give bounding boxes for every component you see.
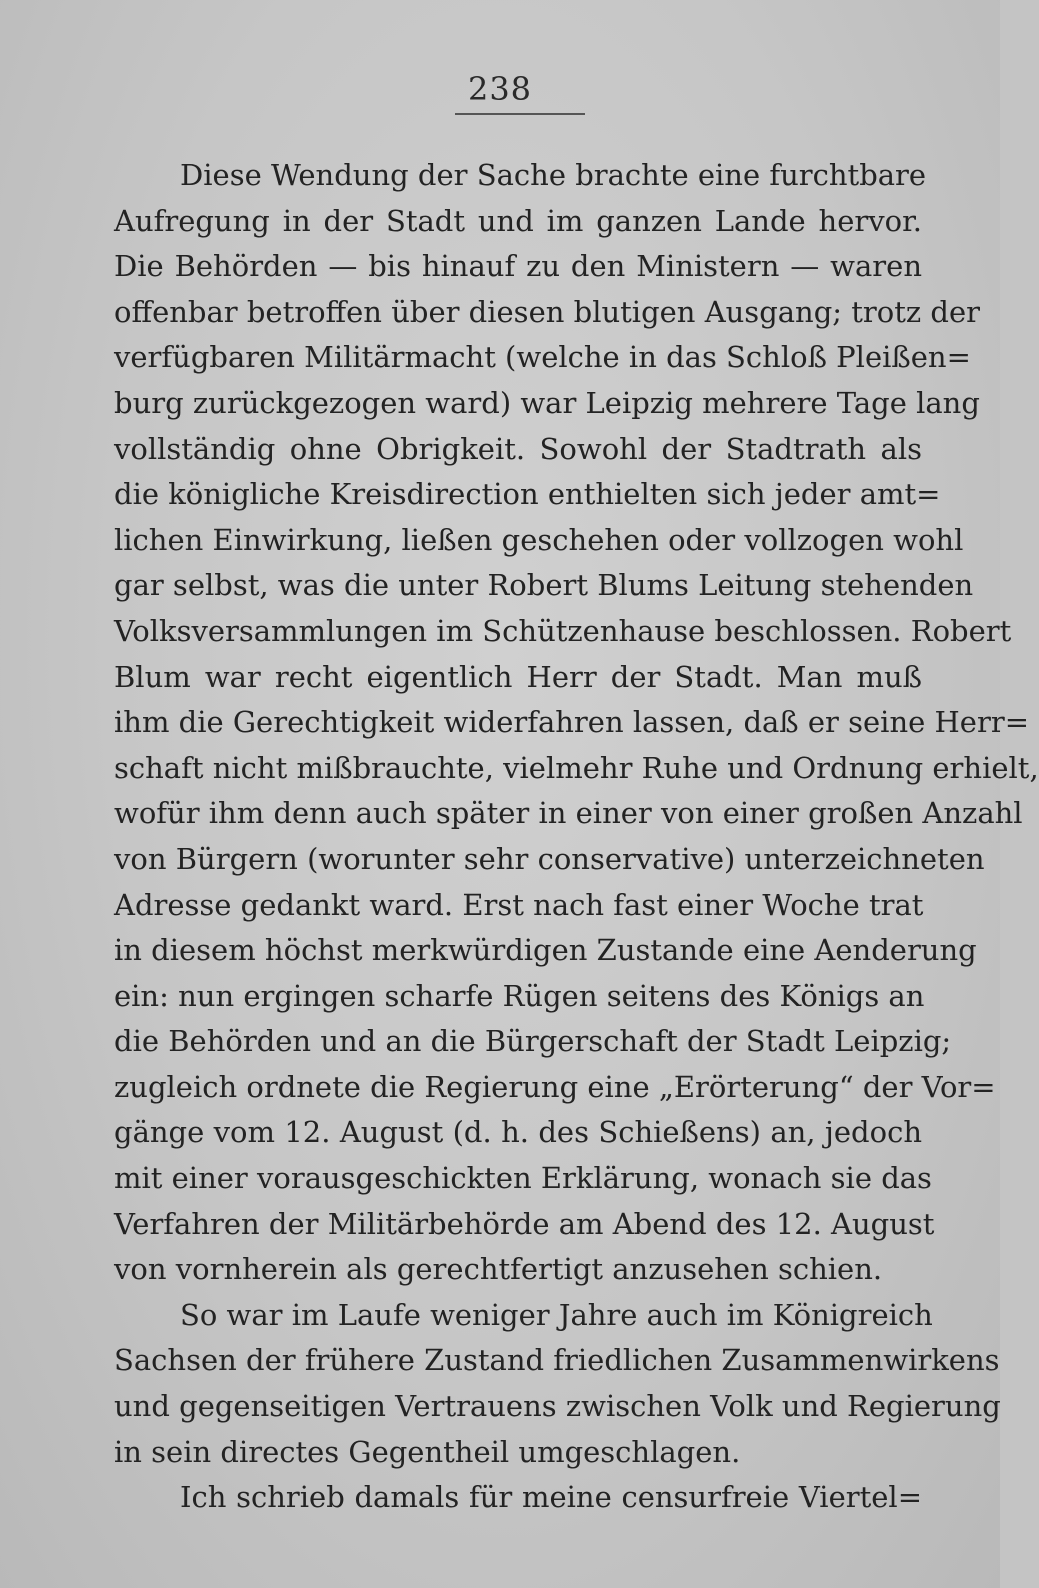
text-line: Ich schrieb damals für meine censurfreie Viertel= xyxy=(180,1480,922,1515)
text-line: Sachsen der frühere Zustand friedlichen Zusammenwirkens xyxy=(114,1343,1000,1378)
text-line: ihm die Gerechtigkeit widerfahren lassen, daß er seine Herr= xyxy=(114,705,1029,740)
text-line: mit einer vorausgeschickten Erklärung, wonach sie das xyxy=(114,1161,932,1196)
text-line: Blum war recht eigentlich Herr der Stadt. Man muß xyxy=(114,659,922,694)
text-line: burg zurückgezogen ward) war Leipzig mehrere Tage lang xyxy=(114,385,980,420)
text-line: offenbar betroffen über diesen blutigen Ausgang; trotz der xyxy=(114,294,980,329)
text-line: in sein directes Gegentheil umgeschlagen. xyxy=(114,1434,741,1469)
text-line: gar selbst, was die unter Robert Blums Leitung stehenden xyxy=(114,568,974,603)
text-line: die Behörden und an die Bürgerschaft der Stadt Leipzig; xyxy=(114,1024,952,1059)
text-line: Verfahren der Militärbehörde am Abend des 12. August xyxy=(114,1206,935,1241)
text-line: von vornherein als gerechtfertigt anzusehen schien. xyxy=(114,1252,883,1287)
text-line: wofür ihm denn auch später in einer von einer großen Anzahl xyxy=(114,796,1023,831)
text-line: und gegenseitigen Vertrauens zwischen Volk und Regierung xyxy=(114,1389,1001,1424)
text-line: die königliche Kreisdirection enthielten sich jeder amt= xyxy=(114,477,941,512)
text-line: vollständig ohne Obrigkeit. Sowohl der Stadtrath als xyxy=(114,431,922,466)
text-line: So war im Laufe weniger Jahre auch im Königreich xyxy=(180,1297,933,1332)
text-line: in diesem höchst merkwürdigen Zustande eine Aenderung xyxy=(114,933,977,968)
text-line: schaft nicht mißbrauchte, vielmehr Ruhe und Ordnung erhielt, xyxy=(114,750,1039,785)
text-line: Diese Wendung der Sache brachte eine furchtbare xyxy=(180,158,927,192)
text-line: zugleich ordnete die Regierung eine „Erörterung“ der Vor= xyxy=(114,1069,996,1104)
text-line: gänge vom 12. August (d. h. des Schießens) an, jedoch xyxy=(114,1115,922,1150)
page-number: 238 xyxy=(467,70,533,108)
text-line: Adresse gedankt ward. Erst nach fast einer Woche trat xyxy=(114,887,924,922)
text-line: von Bürgern (worunter sehr conservative) unterzeichneten xyxy=(114,841,985,876)
text-line: lichen Einwirkung, ließen geschehen oder vollzogen wohl xyxy=(114,522,964,557)
body-text xyxy=(114,153,1039,1521)
text-line: Die Behörden — bis hinauf zu den Ministern — waren xyxy=(114,249,922,284)
text-line: Aufregung in der Stadt und im ganzen Lande hervor. xyxy=(114,203,922,238)
text-line: ein: nun ergingen scharfe Rügen seitens des Königs an xyxy=(114,978,925,1013)
header-rule xyxy=(455,113,585,115)
text-line: Volksversammlungen im Schützenhause beschlossen. Robert xyxy=(114,613,1012,648)
text-line: verfügbaren Militärmacht (welche in das Schloß Pleißen= xyxy=(114,340,971,375)
